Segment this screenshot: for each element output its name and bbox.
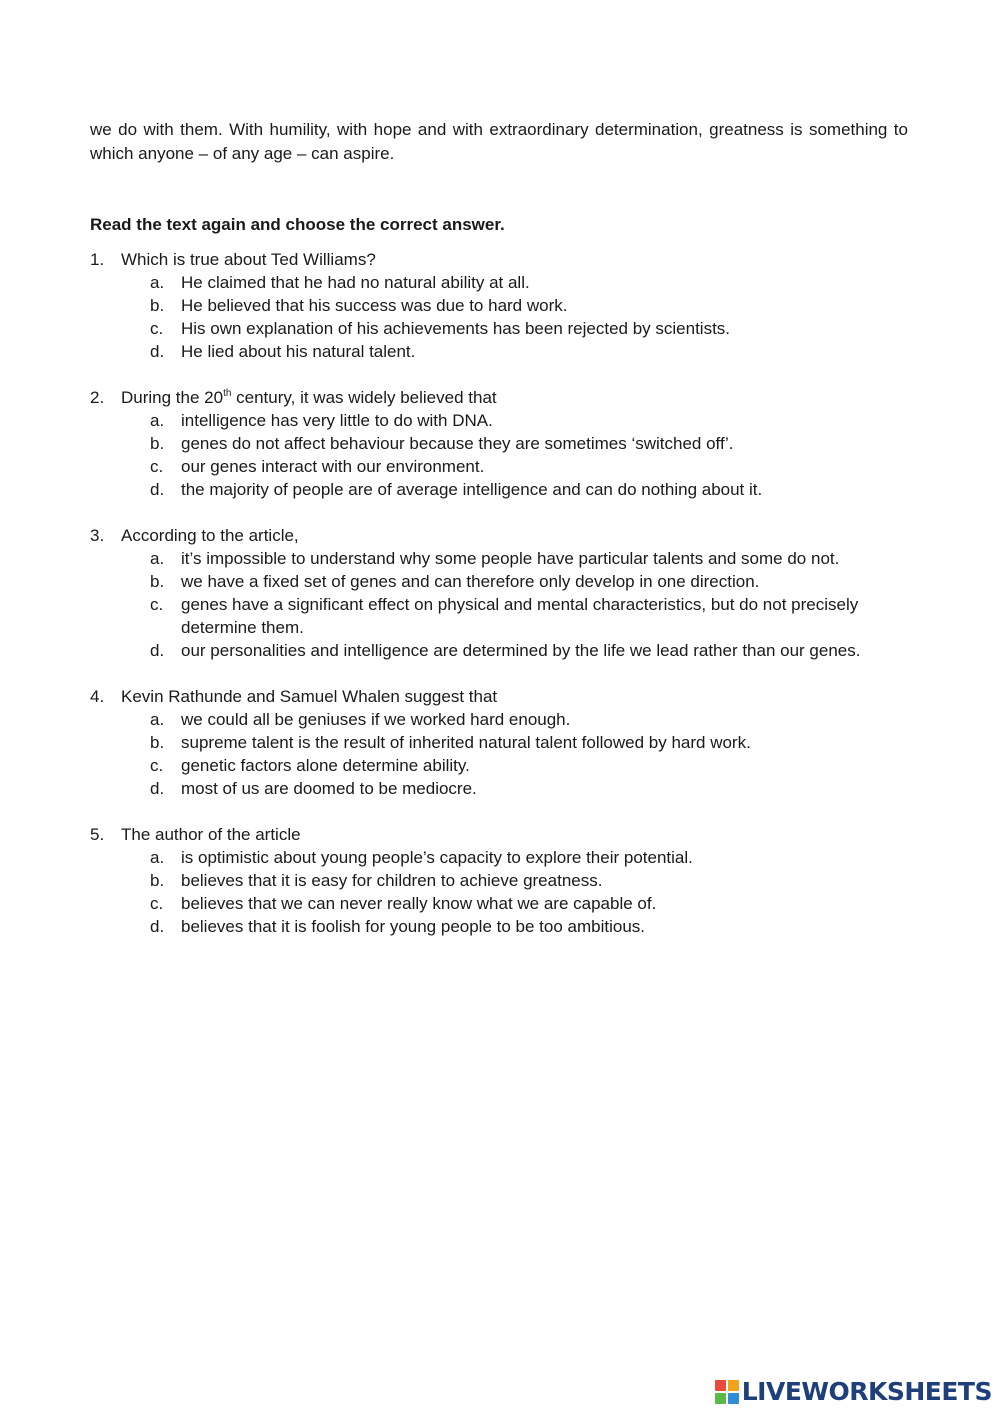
option-text: we could all be geniuses if we worked hard enough. (181, 710, 571, 729)
brand-wordmark: LIVEWORKSHEETS (741, 1377, 992, 1406)
option-a[interactable] (150, 271, 908, 294)
option-text: we have a fixed set of genes and can therefore only develop in one direction. (181, 572, 760, 591)
option-text: the majority of people are of average intelligence and can do nothing about it. (181, 480, 763, 499)
question-number: 1. (90, 250, 105, 269)
option-letter: c. (150, 756, 164, 775)
worksheet-page (90, 118, 908, 961)
option-text: His own explanation of his achievements has been rejected by scientists. (181, 319, 731, 338)
option-letter: c. (150, 319, 164, 338)
intro-paragraph (90, 118, 908, 165)
question-5 (90, 823, 908, 938)
option-b[interactable] (150, 432, 908, 455)
option-text: genetic factors alone determine ability. (181, 756, 470, 775)
logo-square-orange (728, 1380, 739, 1391)
option-letter: b. (150, 871, 165, 890)
option-text: believes that it is easy for children to achieve greatness. (181, 871, 603, 890)
option-a[interactable] (150, 846, 908, 869)
option-letter: d. (150, 480, 165, 499)
option-b[interactable] (150, 869, 908, 892)
option-text: believes that we can never really know what we are capable of. (181, 894, 657, 913)
option-list (90, 708, 908, 800)
option-letter: a. (150, 411, 165, 430)
question-2 (90, 386, 908, 501)
option-text: our personalities and intelligence are determined by the life we lead rather than our genes. (181, 641, 861, 660)
question-number: 3. (90, 526, 105, 545)
question-number: 4. (90, 687, 105, 706)
option-letter: c. (150, 457, 164, 476)
option-letter: d. (150, 917, 165, 936)
option-letter: b. (150, 572, 165, 591)
question-number: 2. (90, 388, 105, 407)
option-c[interactable] (150, 317, 908, 340)
option-text: supreme talent is the result of inherited natural talent followed by hard work. (181, 733, 751, 752)
option-c[interactable] (150, 754, 908, 777)
option-letter: b. (150, 296, 165, 315)
question-stem: Kevin Rathunde and Samuel Whalen suggest that (121, 687, 498, 706)
option-c[interactable] (150, 593, 908, 639)
option-a[interactable] (150, 409, 908, 432)
question-stem: Which is true about Ted Williams? (121, 250, 376, 269)
option-d[interactable] (150, 777, 908, 800)
option-c[interactable] (150, 455, 908, 478)
option-a[interactable] (150, 708, 908, 731)
logo-square-green (715, 1393, 726, 1404)
liveworksheets-logo-icon (715, 1380, 739, 1404)
question-4 (90, 685, 908, 800)
option-text: intelligence has very little to do with DNA. (181, 411, 493, 430)
intro-line-2: something to which anyone – of any age – can aspire. (90, 120, 908, 163)
option-text: He believed that his success was due to hard work. (181, 296, 568, 315)
option-text: He lied about his natural talent. (181, 342, 416, 361)
ordinal-superscript: th (223, 388, 232, 399)
option-letter: b. (150, 733, 165, 752)
question-stem-end: century, it was widely believed that (231, 388, 497, 407)
question-1 (90, 248, 908, 363)
option-text: genes have a significant effect on physical and mental characteristics, but do not precisely determine them. (181, 595, 859, 637)
option-letter: c. (150, 894, 164, 913)
option-letter: d. (150, 641, 165, 660)
option-letter: c. (150, 595, 164, 614)
question-stem-start: During the 20 (121, 388, 224, 407)
option-letter: a. (150, 273, 165, 292)
option-letter: a. (150, 848, 165, 867)
option-letter: d. (150, 342, 165, 361)
logo-square-red (715, 1380, 726, 1391)
option-b[interactable] (150, 570, 908, 593)
question-3 (90, 524, 908, 662)
question-stem: The author of the article (121, 825, 301, 844)
logo-square-blue (728, 1393, 739, 1404)
option-c[interactable] (150, 892, 908, 915)
option-list (90, 846, 908, 938)
question-number: 5. (90, 825, 105, 844)
option-letter: b. (150, 434, 165, 453)
liveworksheets-brand[interactable] (715, 1377, 992, 1407)
option-b[interactable] (150, 294, 908, 317)
question-stem (121, 386, 497, 409)
option-text: is optimistic about young people’s capacity to explore their potential. (181, 848, 693, 867)
option-list (90, 409, 908, 501)
intro-line-1: we do with them. With humility, with hope and with extraordinary determination, greatness is (90, 120, 803, 139)
option-text: most of us are doomed to be mediocre. (181, 779, 477, 798)
option-d[interactable] (150, 340, 908, 363)
option-list (90, 547, 908, 662)
instruction-heading: Read the text again and choose the correct answer. (90, 215, 505, 234)
option-text: genes do not affect behaviour because they are sometimes ‘switched off’. (181, 434, 734, 453)
option-b[interactable] (150, 731, 908, 754)
option-text: He claimed that he had no natural ability at all. (181, 273, 530, 292)
option-text: believes that it is foolish for young people to be too ambitious. (181, 917, 646, 936)
option-list (90, 271, 908, 363)
option-letter: d. (150, 779, 165, 798)
option-letter: a. (150, 710, 165, 729)
option-a[interactable] (150, 547, 908, 570)
question-stem: According to the article, (121, 526, 299, 545)
option-d[interactable] (150, 639, 908, 662)
option-text: it’s impossible to understand why some people have particular talents and some do not. (181, 549, 840, 568)
option-letter: a. (150, 549, 165, 568)
option-d[interactable] (150, 915, 908, 938)
question-list (90, 248, 908, 938)
option-text: our genes interact with our environment. (181, 457, 485, 476)
option-d[interactable] (150, 478, 908, 501)
